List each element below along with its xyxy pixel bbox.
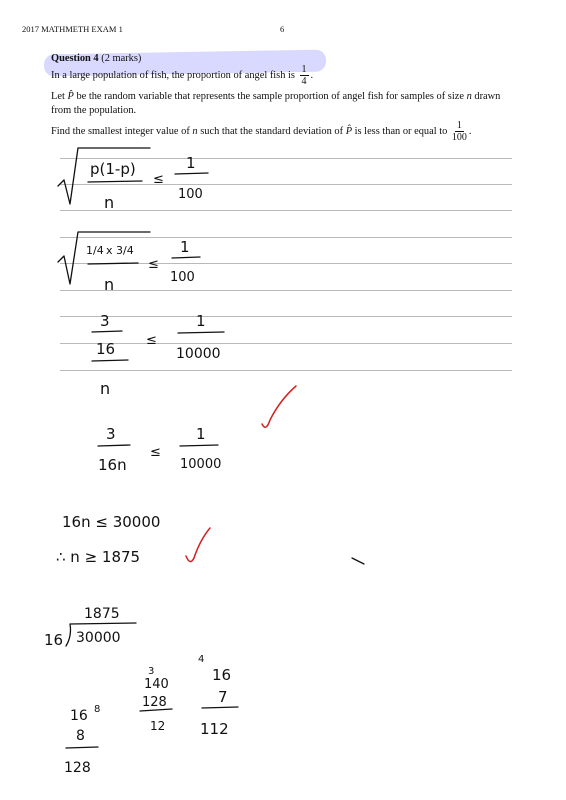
- variable-p-hat: P̂: [345, 125, 353, 137]
- exam-header: 2017 MATHMETH EXAM 1: [22, 24, 123, 34]
- question-text: Let: [51, 91, 65, 102]
- variable-p-hat: P̂: [67, 91, 74, 102]
- fraction-denominator: 4: [301, 76, 307, 87]
- hw-expression: 10000: [176, 346, 221, 362]
- question-text: be the random variable that represents the sample proportion of angel fish for samples of size: [76, 91, 464, 102]
- hw-symbol: ≤: [148, 257, 159, 272]
- question-text: such that the standard deviation of: [200, 125, 344, 137]
- hw-working: 140: [144, 677, 169, 692]
- hw-working: 4: [198, 654, 205, 665]
- fraction-bar: [88, 181, 142, 182]
- hw-expression: n: [104, 193, 115, 212]
- hw-symbol: ≤: [153, 172, 164, 187]
- hw-expression: p(1-p): [90, 160, 136, 178]
- hw-working: 128: [64, 760, 91, 776]
- hw-divisor: 16: [44, 631, 64, 649]
- fraction-bar: [92, 360, 128, 361]
- fraction-numerator: 1: [456, 120, 462, 131]
- question-line-4: Find the smallest integer value of n such that the standard deviation of P̂ is less than or equal to $\frac{1}{100}$ .: [51, 120, 472, 143]
- page-number: 6: [280, 24, 285, 34]
- hw-expression: n: [104, 275, 115, 294]
- hw-expression: 10000: [180, 457, 222, 472]
- question-text: Find the smallest integer value of: [51, 125, 190, 137]
- working-bar: [66, 747, 98, 748]
- hw-quotient: 1875: [84, 606, 120, 622]
- hw-expression: 100: [178, 187, 203, 202]
- fraction-bar: [172, 257, 200, 258]
- hw-working: 16: [212, 666, 232, 684]
- hw-expression: 1: [196, 312, 206, 330]
- question-title: Question 4: [51, 53, 99, 64]
- hw-expression: 1: [196, 425, 206, 443]
- hw-working: 16: [70, 708, 88, 724]
- hw-working: 112: [200, 720, 229, 738]
- hw-working: 8: [94, 704, 101, 715]
- hw-working: 8: [76, 728, 85, 744]
- question-text: from the population.: [51, 105, 137, 116]
- stray-mark: [352, 558, 364, 564]
- fraction-denominator: 100: [451, 132, 467, 143]
- hw-symbol: ≤: [150, 445, 161, 460]
- hw-expression: 3: [106, 425, 116, 443]
- hw-dividend: 30000: [76, 630, 121, 646]
- fraction-bar: [98, 445, 130, 446]
- hw-expression: 1/4: [86, 244, 104, 257]
- hw-expression: 1: [186, 154, 196, 172]
- fraction-bar: [88, 263, 138, 264]
- hw-expression: ∴ n ≥ 1875: [56, 548, 141, 566]
- question-text: In a large population of fish, the proportion of angel fish is: [51, 69, 295, 81]
- tick-mark-icon: [262, 386, 296, 427]
- question-line-1: In a large population of fish, the proportion of angel fish is $\frac{1}{4}$ .: [51, 64, 314, 87]
- hw-working: 7: [218, 688, 228, 706]
- fraction-numerator: 1: [301, 64, 307, 75]
- question-marks: (2 marks): [101, 53, 142, 64]
- variable-n: n: [466, 91, 472, 102]
- question-text: drawn: [474, 91, 501, 102]
- hw-expression: 16n: [98, 456, 127, 474]
- working-bar: [202, 707, 238, 708]
- hw-expression: n: [100, 379, 111, 398]
- tick-mark-icon: [186, 528, 210, 562]
- question-text: is less than or equal to: [354, 125, 448, 137]
- hw-expression: 100: [170, 270, 195, 285]
- fraction-bar: [92, 331, 122, 332]
- hw-working: 12: [150, 719, 166, 733]
- hw-expression: 16n ≤ 30000: [62, 513, 161, 531]
- hw-expression: 1: [180, 238, 190, 256]
- variable-n: n: [192, 125, 198, 137]
- fraction-bar: [180, 445, 218, 446]
- hw-expression: 16: [96, 340, 116, 358]
- hw-working: 128: [142, 695, 167, 710]
- hw-expression: 3: [100, 312, 110, 330]
- fraction-bar: [175, 173, 208, 174]
- fraction-bar: [178, 332, 224, 333]
- hw-expression: x 3/4: [106, 244, 134, 257]
- hw-symbol: ≤: [146, 333, 157, 348]
- hw-working: 3: [148, 666, 155, 677]
